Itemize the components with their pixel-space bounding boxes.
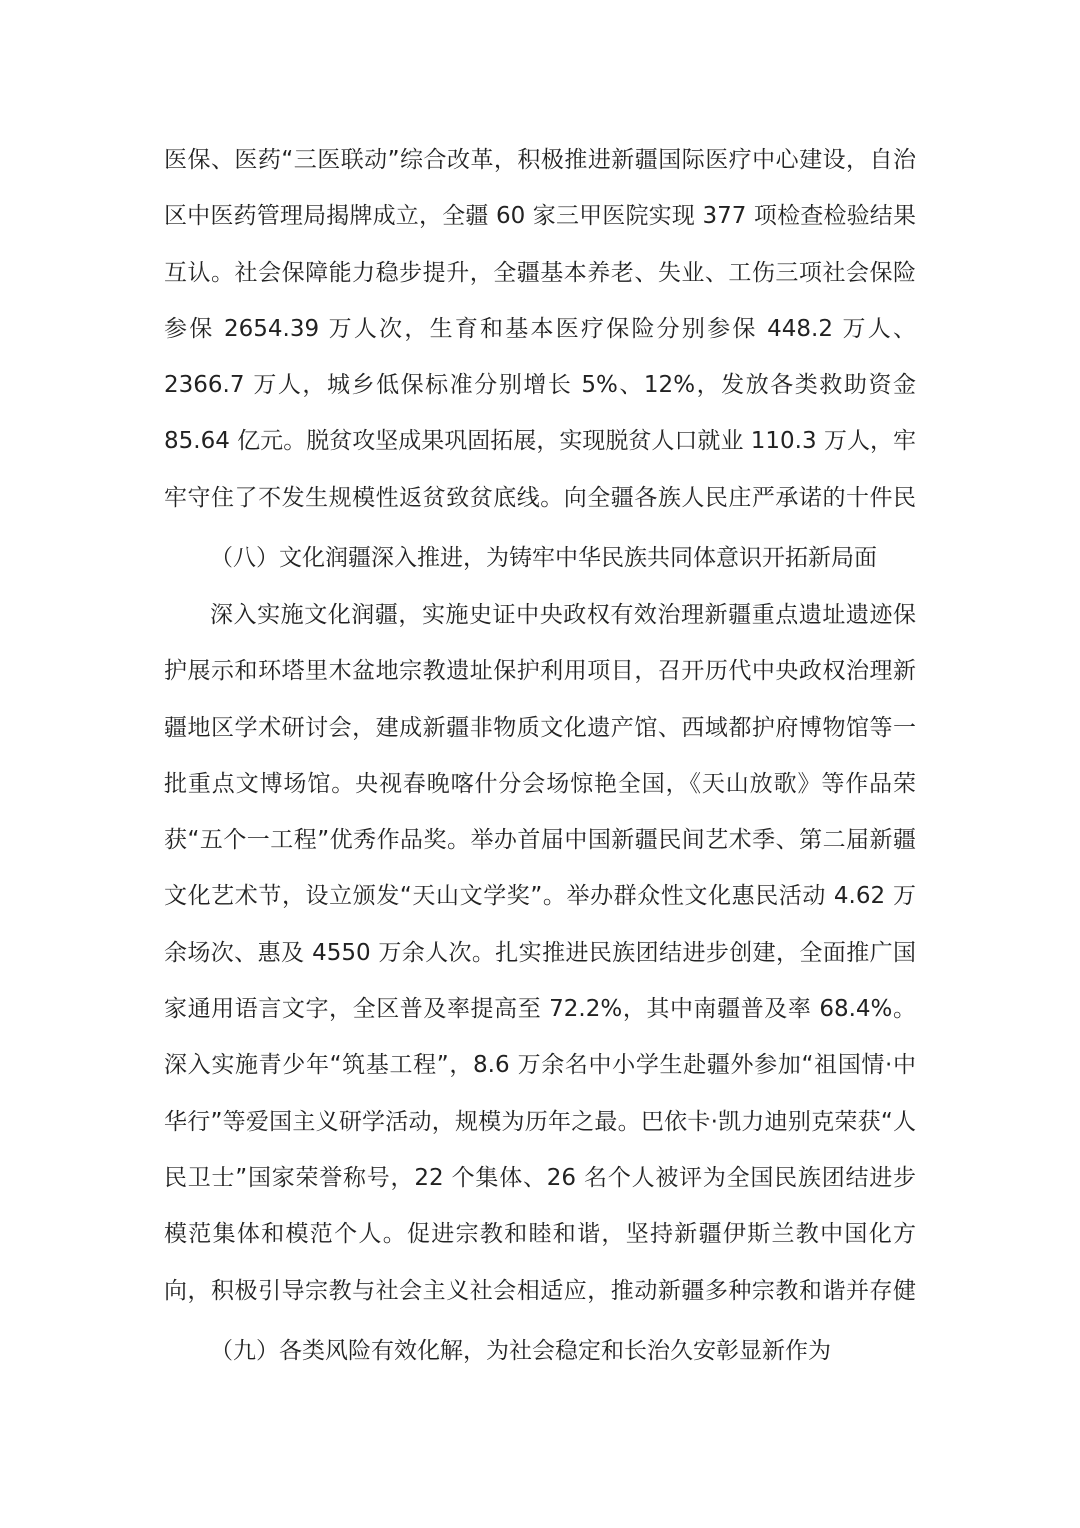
paragraph-healthcare-social-security: 医保、医药“三医联动”综合改革，积极推进新疆国际医疗中心建设，自治区中医药管理局揭牌成立，全疆 60 家三甲医院实现 377 项检查检验结果互认。社会保障能力稳步提升，全疆基本养老、失业、工伤三项社会保险参保 2654.39 万人次，生育和基本医疗保险分别参保 448.2 万人、2366.7 万人，城乡低保标准分别增长 5%、12%，发放各类救助资金 85.64 亿元。脱贫攻坚成果巩固拓展，实现脱贫人口就业 110.3 万人，牢牢守住了不发生规模性返贫致贫底线。向全疆各族人民庄严承诺的十件民 [164,147,916,511]
paragraph-culture-xinjiang: 深入实施文化润疆，实施史证中央政权有效治理新疆重点遗址遗迹保护展示和环塔里木盆地宗教遗址保护利用项目，召开历代中央政权治理新疆地区学术研讨会，建成新疆非物质文化遗产馆、西域都护府博物馆等一批重点文博场馆。央视春晚喀什分会场惊艳全国，《天山放歌》等作品荣获“五个一工程”优秀作品奖。举办首届中国新疆民间艺术季、第二届新疆文化艺术节，设立颁发“天山文学奖”。举办群众性文化惠民活动 4.62 万余场次、惠及 4550 万余人次。扎实推进民族团结进步创建，全面推广国家通用语言文字，全区普及率提高至 72.2%，其中南疆普及率 68.4%。深入实施青少年“筑基工程”，8.6 万余名中小学生赴疆外参加“祖国情·中华行”等爱国主义研学活动，规模为历年之最。巴依卡·凯力迪别克荣获“人民卫士”国家荣誉称号，22 个集体、26 名个人被评为全国民族团结进步模范集体和模范个人。促进宗教和睦和谐，坚持新疆伊斯兰教中国化方向，积极引导宗教与社会主义社会相适应，推动新疆多种宗教和谐并存健 [164,602,916,1304]
section-heading-8: （八）文化润疆深入推进，为铸牢中华民族共同体意识开拓新局面 [210,545,877,571]
section-heading-9: （九）各类风险有效化解，为社会稳定和长治久安彰显新作为 [210,1338,831,1364]
